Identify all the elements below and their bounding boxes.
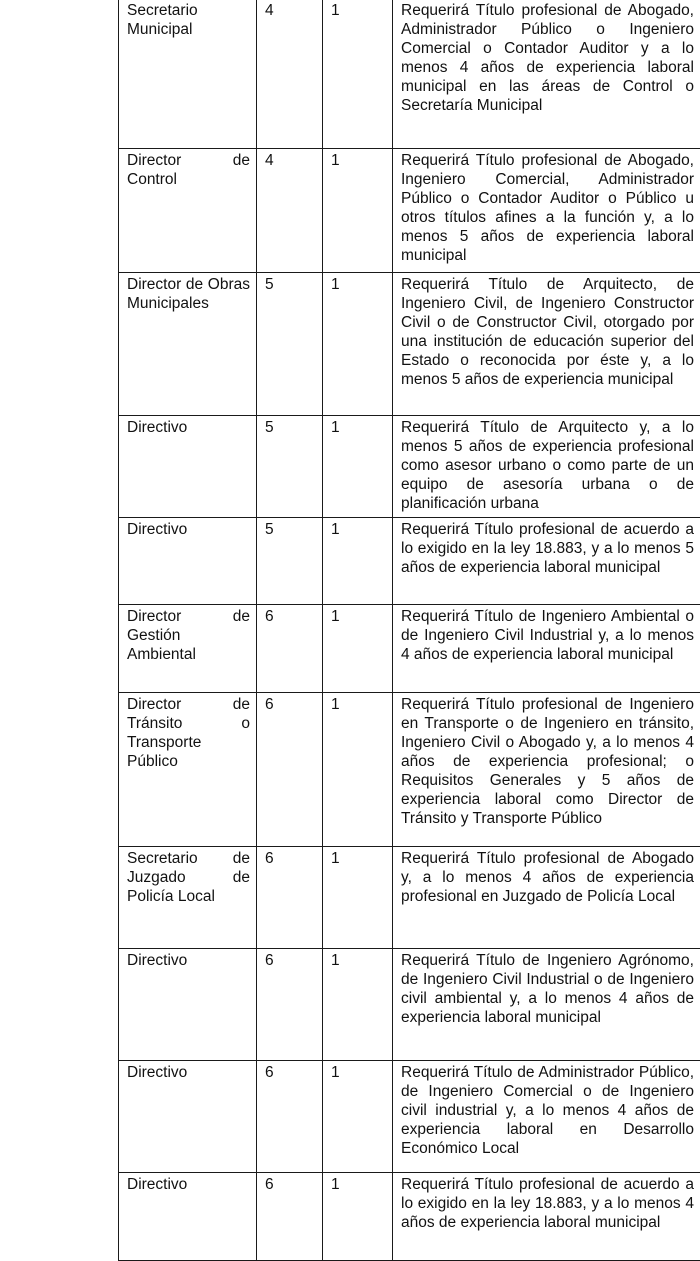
quantity-cell: 1 bbox=[323, 605, 393, 693]
position-cell: Director de Obras Municipales bbox=[119, 273, 257, 416]
position-cell: Director de Control bbox=[119, 149, 257, 273]
grade-cell: 6 bbox=[257, 1173, 323, 1261]
table-row bbox=[119, 416, 700, 518]
grade-cell: 6 bbox=[257, 949, 323, 1061]
grade-cell: 4 bbox=[257, 0, 323, 149]
table-row bbox=[119, 693, 700, 847]
grade-cell: 6 bbox=[257, 1061, 323, 1173]
positions-requirements-table bbox=[118, 0, 700, 1261]
table-row bbox=[119, 149, 700, 273]
requirements-cell: Requerirá Título de Ingeniero Agrónomo, de Ingeniero Civil Industrial o de Ingeniero civil ambiental y, a lo menos 4 años de experiencia laboral municipal bbox=[393, 949, 700, 1061]
requirements-cell: Requerirá Título profesional de Ingeniero en Transporte o de Ingeniero en tránsito, Ingeniero Civil o Abogado y, a lo menos 4 años de experiencia profesional; o Requisitos Generales y 5 años de experiencia laboral como Director de Tránsito y Transporte Público bbox=[393, 693, 700, 847]
table-row bbox=[119, 1061, 700, 1173]
position-cell: Directivo bbox=[119, 1061, 257, 1173]
grade-cell: 6 bbox=[257, 605, 323, 693]
position-cell: Secretario de Juzgado de Policía Local bbox=[119, 847, 257, 949]
table-row bbox=[119, 847, 700, 949]
quantity-cell: 1 bbox=[323, 149, 393, 273]
quantity-cell: 1 bbox=[323, 1061, 393, 1173]
position-cell: Director de Gestión Ambiental bbox=[119, 605, 257, 693]
requirements-cell: Requerirá Título profesional de acuerdo a lo exigido en la ley 18.883, y a lo menos 4 años de experiencia laboral municipal bbox=[393, 1173, 700, 1261]
table-row bbox=[119, 605, 700, 693]
quantity-cell: 1 bbox=[323, 949, 393, 1061]
requirements-cell: Requerirá Título profesional de Abogado, Ingeniero Comercial, Administrador Público o Contador Auditor o Público u otros títulos afines a la función y, a lo menos 5 años de experiencia laboral municipal bbox=[393, 149, 700, 273]
quantity-cell: 1 bbox=[323, 847, 393, 949]
quantity-cell: 1 bbox=[323, 518, 393, 605]
requirements-cell: Requerirá Título profesional de acuerdo a lo exigido en la ley 18.883, y a lo menos 5 años de experiencia laboral municipal bbox=[393, 518, 700, 605]
requirements-cell: Requerirá Título de Arquitecto, de Ingeniero Civil, de Ingeniero Constructor Civil o de Constructor Civil, otorgado por una institución de educación superior del Estado o reconocida por éste y, a lo menos 5 años de experiencia municipal bbox=[393, 273, 700, 416]
quantity-cell: 1 bbox=[323, 1173, 393, 1261]
position-cell: Directivo bbox=[119, 949, 257, 1061]
table-row bbox=[119, 949, 700, 1061]
grade-cell: 5 bbox=[257, 273, 323, 416]
table-row bbox=[119, 0, 700, 149]
quantity-cell: 1 bbox=[323, 416, 393, 518]
position-cell: Directivo bbox=[119, 518, 257, 605]
grade-cell: 6 bbox=[257, 847, 323, 949]
quantity-cell: 1 bbox=[323, 693, 393, 847]
requirements-cell: Requerirá Título profesional de Abogado, Administrador Público o Ingeniero Comercial o Contador Auditor y a lo menos 4 años de experiencia laboral municipal en las áreas de Control o Secretaría Municipal bbox=[393, 0, 700, 149]
position-cell: Directivo bbox=[119, 416, 257, 518]
requirements-cell: Requerirá Título de Ingeniero Ambiental o de Ingeniero Civil Industrial y, a lo menos 4 años de experiencia laboral municipal bbox=[393, 605, 700, 693]
table-row bbox=[119, 273, 700, 416]
position-cell: Director de Tránsito o Transporte Público bbox=[119, 693, 257, 847]
grade-cell: 5 bbox=[257, 518, 323, 605]
position-cell: Directivo bbox=[119, 1173, 257, 1261]
grade-cell: 5 bbox=[257, 416, 323, 518]
requirements-cell: Requerirá Título de Administrador Público, de Ingeniero Comercial o de Ingeniero civil industrial y, a lo menos 4 años de experiencia laboral en Desarrollo Económico Local bbox=[393, 1061, 700, 1173]
quantity-cell: 1 bbox=[323, 0, 393, 149]
requirements-cell: Requerirá Título de Arquitecto y, a lo menos 5 años de experiencia profesional como asesor urbano o como parte de un equipo de asesoría urbana o de planificación urbana bbox=[393, 416, 700, 518]
grade-cell: 6 bbox=[257, 693, 323, 847]
table-row bbox=[119, 1173, 700, 1261]
table-row bbox=[119, 518, 700, 605]
quantity-cell: 1 bbox=[323, 273, 393, 416]
grade-cell: 4 bbox=[257, 149, 323, 273]
requirements-cell: Requerirá Título profesional de Abogado y, a lo menos 4 años de experiencia profesional en Juzgado de Policía Local bbox=[393, 847, 700, 949]
position-cell: Secretario Municipal bbox=[119, 0, 257, 149]
